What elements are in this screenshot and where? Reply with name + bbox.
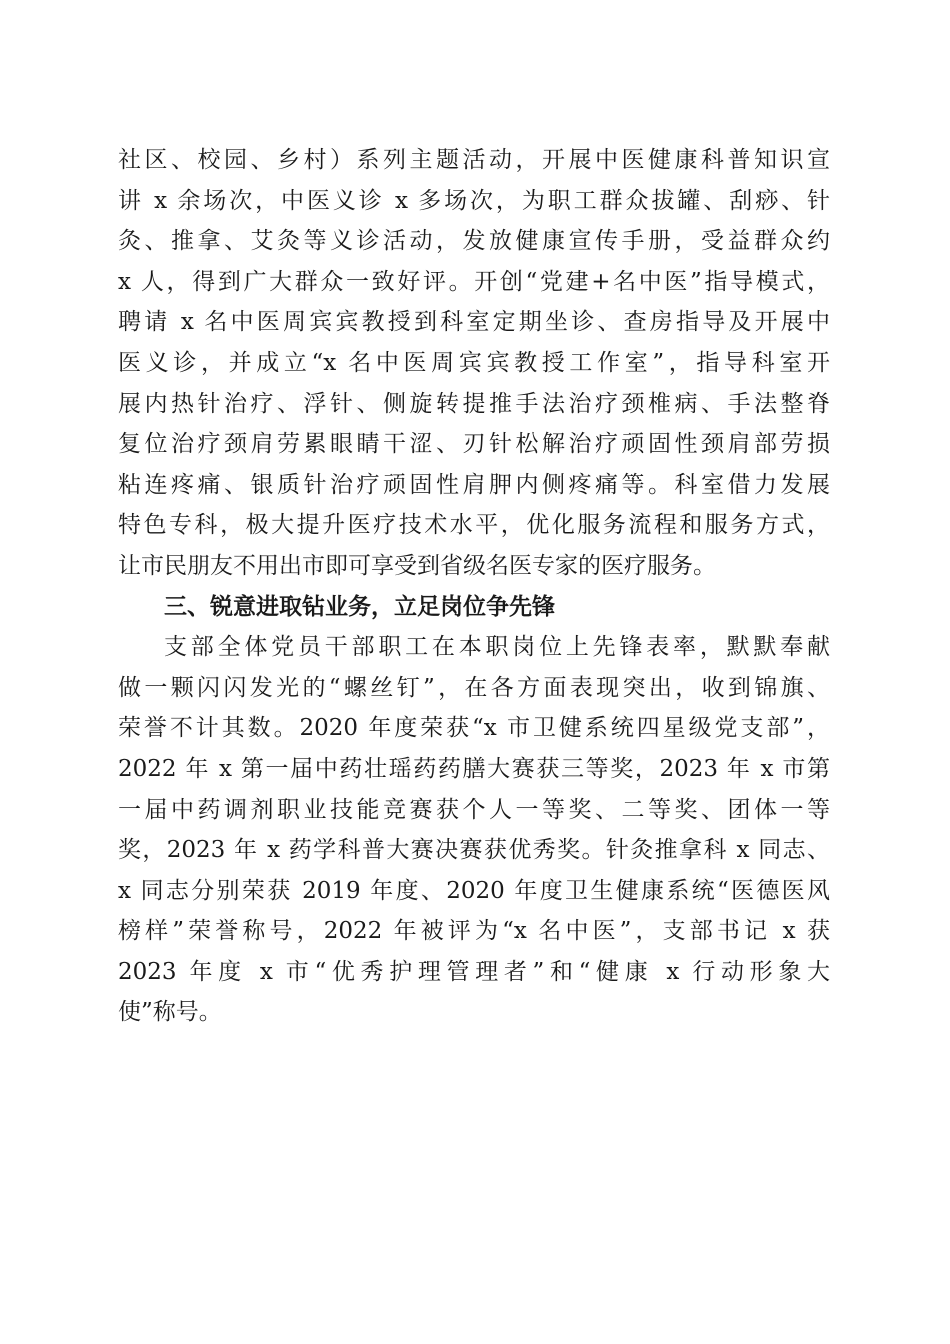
text-line: 讲 x 余场次，中医义诊 x 多场次，为职工群众拔罐、刮痧、针 [118,187,830,214]
text-line: 支部全体党员干部职工在本职岗位上先锋表率，默默奉献 [164,634,830,661]
text-line: 让市民朋友不用出市即可享受到省级名医专家的医疗服务。 [118,552,716,579]
text-line: 一届中药调剂职业技能竞赛获个人一等奖、二等奖、团体一等 [118,796,830,823]
text-line: 医义诊，并成立“x 名中医周宾宾教授工作室”，指导科室开 [118,349,830,376]
text-line: 聘请 x 名中医周宾宾教授到科室定期坐诊、查房指导及开展中 [118,309,830,336]
section-heading: 三、锐意进取钻业务，立足岗位争先锋 [164,593,555,620]
paragraph-community-activities [118,140,830,587]
text-line: 使”称号。 [118,999,222,1026]
text-line: 荣誉不计其数。2020 年度荣获“x 市卫健系统四星级党支部”， [118,715,830,742]
text-line: 2023 年度 x 市“优秀护理管理者”和“健康 x 行动形象大 [118,958,830,985]
text-line: 展内热针治疗、浮针、侧旋转提推手法治疗颈椎病、手法整脊 [118,390,830,417]
text-line: 奖，2023 年 x 药学科普大赛决赛获优秀奖。针灸推拿科 x 同志、 [118,837,830,864]
text-line: x 同志分别荣获 2019 年度、2020 年度卫生健康系统“医德医风 [118,877,830,904]
text-line: x 人，得到广大群众一致好评。开创“党建+名中医”指导模式， [118,268,830,295]
text-line: 粘连疼痛、银质针治疗顽固性肩胛内侧疼痛等。科室借力发展 [118,471,830,498]
text-line: 复位治疗颈肩劳累眼睛干涩、刃针松解治疗顽固性颈肩部劳损 [118,431,830,458]
paragraph-awards [118,627,830,1033]
text-line: 特色专科，极大提升医疗技术水平，优化服务流程和服务方式， [118,512,830,539]
text-line: 做一颗闪闪发光的“螺丝钉”，在各方面表现突出，收到锦旗、 [118,674,830,701]
text-line: 灸、推拿、艾灸等义诊活动，发放健康宣传手册，受益群众约 [118,228,830,255]
text-line: 社区、校园、乡村）系列主题活动，开展中医健康科普知识宣 [118,147,830,173]
text-line: 榜样”荣誉称号，2022 年被评为“x 名中医”，支部书记 x 获 [118,918,830,945]
text-line: 2022 年 x 第一届中药壮瑶药药膳大赛获三等奖，2023 年 x 市第 [118,755,830,782]
document-page [118,140,830,1033]
